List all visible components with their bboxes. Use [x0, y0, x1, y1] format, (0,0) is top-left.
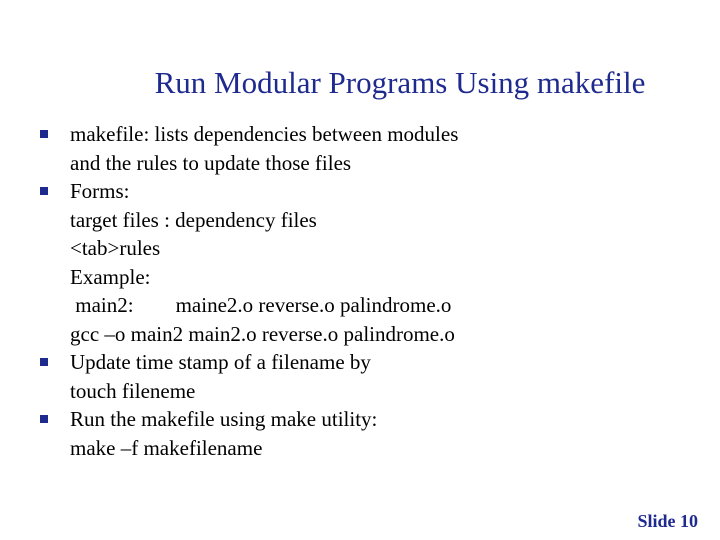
bullet-item [40, 405, 680, 462]
square-bullet-icon [40, 415, 48, 423]
bullet-list [40, 120, 680, 462]
bullet-item [40, 120, 680, 177]
bullet-line: gcc –o main2 main2.o reverse.o palindrome.o [70, 321, 455, 346]
bullet-line: main2: maine2.o reverse.o palindrome.o [70, 293, 452, 317]
bullet-line: Run the makefile using make utility: [70, 407, 378, 431]
square-bullet-icon [40, 187, 48, 195]
bullet-line: Example: [70, 264, 151, 289]
bullet-line: target files : dependency files [70, 207, 317, 232]
square-bullet-icon [40, 358, 48, 366]
bullet-line: Forms: [70, 179, 130, 203]
square-bullet-icon [40, 130, 48, 138]
bullet-item [40, 348, 680, 405]
slide-number: Slide 10 [637, 511, 698, 531]
bullet-line: makefile: lists dependencies between modules [70, 122, 459, 146]
bullet-line: Update time stamp of a filename by [70, 350, 371, 374]
bullet-item [40, 177, 680, 348]
slide-title: Run Modular Programs Using makefile [154, 65, 646, 100]
bullet-line: and the rules to update those files [70, 150, 352, 175]
bullet-line: touch fileneme [70, 378, 196, 403]
bullet-line: <tab>rules [70, 236, 161, 260]
bullet-line: make –f makefilename [70, 435, 263, 460]
